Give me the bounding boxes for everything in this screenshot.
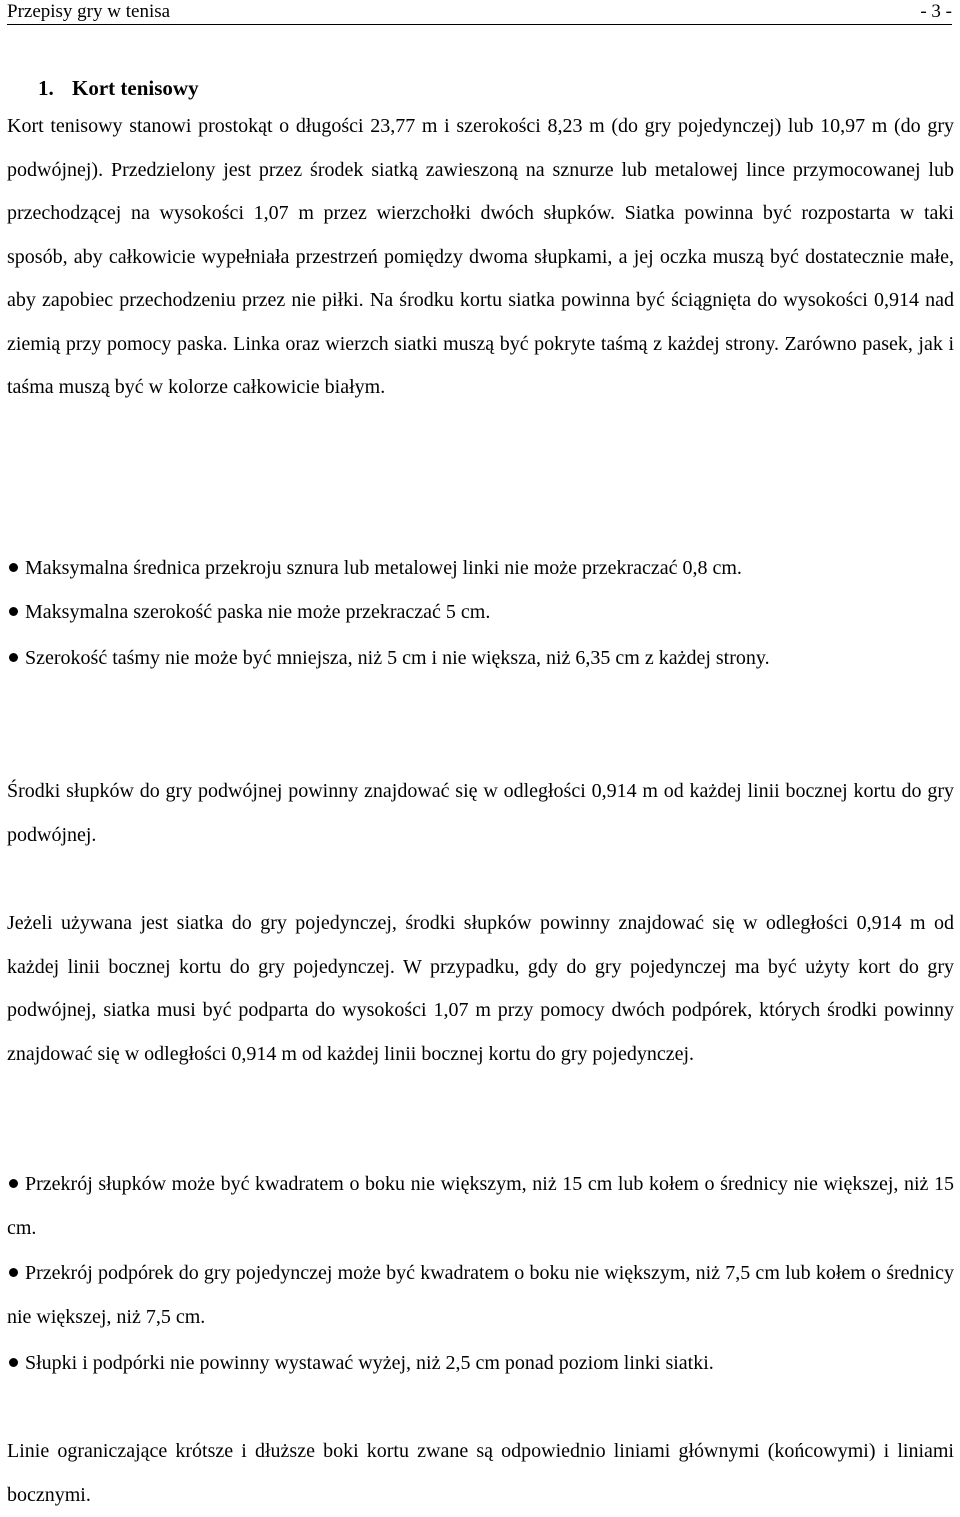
bullet-item bbox=[7, 637, 954, 681]
header-title: Przepisy gry w tenisa bbox=[7, 1, 171, 22]
section-number: 1. bbox=[38, 76, 54, 100]
bullet-text: Przekrój podpórek do gry pojedynczej może być kwadratem o boku nie większym, niż 7,5 cm lub kołem o średnicy nie większej, niż 7,5 cm. bbox=[7, 1262, 954, 1328]
bullet-icon bbox=[9, 1268, 18, 1277]
page-header bbox=[7, 0, 952, 25]
bullet-text: Przekrój słupków może być kwadratem o boku nie większym, niż 15 cm lub kołem o średnicy nie większej, niż 15 cm. bbox=[7, 1173, 954, 1239]
bullet-item bbox=[7, 591, 954, 635]
bullet-icon bbox=[9, 1179, 18, 1188]
bullet-item bbox=[7, 1252, 954, 1339]
bullet-icon bbox=[9, 607, 18, 616]
page-number: - 3 - bbox=[920, 1, 952, 22]
section-title: Kort tenisowy bbox=[72, 76, 199, 100]
section-heading bbox=[38, 72, 199, 104]
paragraph: Linie ograniczające krótsze i dłuższe boki kortu zwane są odpowiednio liniami głównymi (końcowymi) i liniami bocznymi. bbox=[7, 1440, 954, 1506]
paragraph: Środki słupków do gry podwójnej powinny znajdować się w odległości 0,914 m od każdej linii bocznej kortu do gry podwójnej. bbox=[7, 780, 954, 846]
paragraph: Kort tenisowy stanowi prostokąt o długości 23,77 m i szerokości 8,23 m (do gry pojedynczej) lub 10,97 m (do gry podwójnej). Przedzielony jest przez środek siatką zawieszoną na sznurze lub metalowej lince przymocowanej lub przechodzącej na wysokości 1,07 m przez wierzchołki dwóch słupków. Siatka powinna być rozpostarta w taki sposób, aby całkowicie wypełniała przestrzeń pomiędzy dwoma słupkami, a jej oczka muszą być dostatecznie małe, aby zapobiec przechodzeniu przez nie piłki. Na środku kortu siatka powinna być ściągnięta do wysokości 0,914 nad ziemią przy pomocy paska. Linka oraz wierzch siatki muszą być pokryte taśmą z każdej strony. Zarówno pasek, jak i taśma muszą być w kolorze całkowicie białym. bbox=[7, 115, 954, 398]
bullet-item bbox=[7, 1163, 954, 1250]
bullet-icon bbox=[9, 1358, 18, 1367]
bullet-icon bbox=[9, 563, 18, 572]
bullet-icon bbox=[9, 653, 18, 662]
bullet-text: Maksymalna szerokość paska nie może przekraczać 5 cm. bbox=[25, 601, 491, 623]
bullet-text: Szerokość taśmy nie może być mniejsza, niż 5 cm i nie większa, niż 6,35 cm z każdej strony. bbox=[25, 647, 770, 669]
bullet-text: Maksymalna średnica przekroju sznura lub metalowej linki nie może przekraczać 0,8 cm. bbox=[25, 557, 742, 579]
bullet-item bbox=[7, 1342, 954, 1386]
bullet-item bbox=[7, 547, 954, 591]
paragraph: Jeżeli używana jest siatka do gry pojedynczej, środki słupków powinny znajdować się w odległości 0,914 m od każdej linii bocznej kortu do gry pojedynczej. W przypadku, gdy do gry pojedynczej ma być użyty kort do gry podwójnej, siatka musi być podparta do wysokości 1,07 m przy pomocy dwóch podpórek, których środki powinny znajdować się w odległości 0,914 m od każdej linii bocznej kortu do gry pojedynczej. bbox=[7, 912, 954, 1065]
bullet-text: Słupki i podpórki nie powinny wystawać wyżej, niż 2,5 cm ponad poziom linki siatki. bbox=[25, 1352, 714, 1374]
